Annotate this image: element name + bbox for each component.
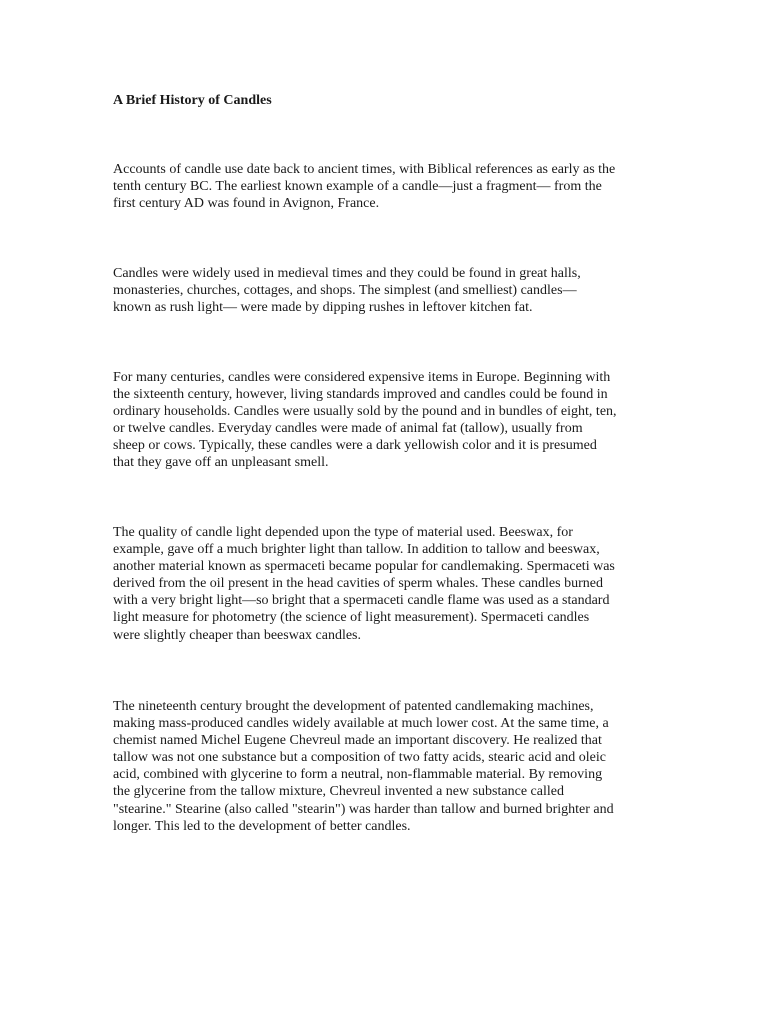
paragraph-ancient-times: [113, 161, 665, 212]
text-line: Candles were widely used in medieval times and they could be found in great halls,: [113, 266, 581, 281]
text-line: another material known as spermaceti became popular for candlemaking. Spermaceti was: [113, 559, 615, 575]
text-line: example, gave off a much brighter light than tallow. In addition to tallow and beeswax,: [113, 542, 600, 558]
text-line: longer. This led to the development of better candles.: [113, 818, 411, 834]
text-line: "stearine." Stearine (also called "stearin") was harder than tallow and burned brighter and: [113, 801, 614, 817]
text-line: acid, combined with glycerine to form a neutral, non-flammable material. By removing: [113, 767, 603, 783]
text-line: chemist named Michel Eugene Chevreul made an important discovery. He realized that: [113, 733, 602, 749]
text-line: light measure for photometry (the science of light measurement). Spermaceti candles: [113, 610, 590, 626]
text-line: monasteries, churches, cottages, and shops. The simplest (and smelliest) candles—: [113, 283, 577, 299]
paragraph-nineteenth-century: [113, 698, 665, 835]
text-line: The quality of candle light depended upon the type of material used. Beeswax, for: [113, 525, 573, 540]
text-line: derived from the oil present in the head cavities of sperm whales. These candles burned: [113, 576, 603, 592]
document-title: A Brief History of Candles: [113, 93, 272, 108]
text-line: making mass-produced candles widely available at much lower cost. At the same time, a: [113, 716, 609, 732]
text-line: were slightly cheaper than beeswax candles.: [113, 627, 362, 643]
text-line: tallow was not one substance but a composition of two fatty acids, stearic acid and oleic: [113, 750, 606, 766]
text-line: Accounts of candle use date back to ancient times, with Biblical references as early as the: [113, 162, 616, 177]
text-line: ordinary households. Candles were usually sold by the pound and in bundles of eight, ten,: [113, 404, 617, 420]
text-line: with a very bright light—so bright that a spermaceti candle flame was used as a standard: [113, 593, 610, 609]
text-line: tenth century BC. The earliest known example of a candle—just a fragment— from the: [113, 179, 602, 195]
text-line: or twelve candles. Everyday candles were made of animal fat (tallow), usually from: [113, 421, 583, 437]
text-line: that they gave off an unpleasant smell.: [113, 455, 329, 471]
text-line: the glycerine from the tallow mixture, Chevreul invented a new substance called: [113, 784, 564, 800]
paragraph-candle-materials: [113, 524, 665, 644]
text-line: the sixteenth century, however, living standards improved and candles could be found in: [113, 387, 608, 403]
text-line: The nineteenth century brought the development of patented candlemaking machines,: [113, 699, 594, 714]
text-line: first century AD was found in Avignon, France.: [113, 196, 380, 212]
text-line: For many centuries, candles were considered expensive items in Europe. Beginning with: [113, 370, 611, 385]
text-line: sheep or cows. Typically, these candles were a dark yellowish color and it is presumed: [113, 438, 597, 454]
paragraph-sixteenth-century: [113, 369, 665, 472]
text-line: known as rush light— were made by dipping rushes in leftover kitchen fat.: [113, 300, 533, 316]
paragraph-medieval-times: [113, 265, 665, 316]
